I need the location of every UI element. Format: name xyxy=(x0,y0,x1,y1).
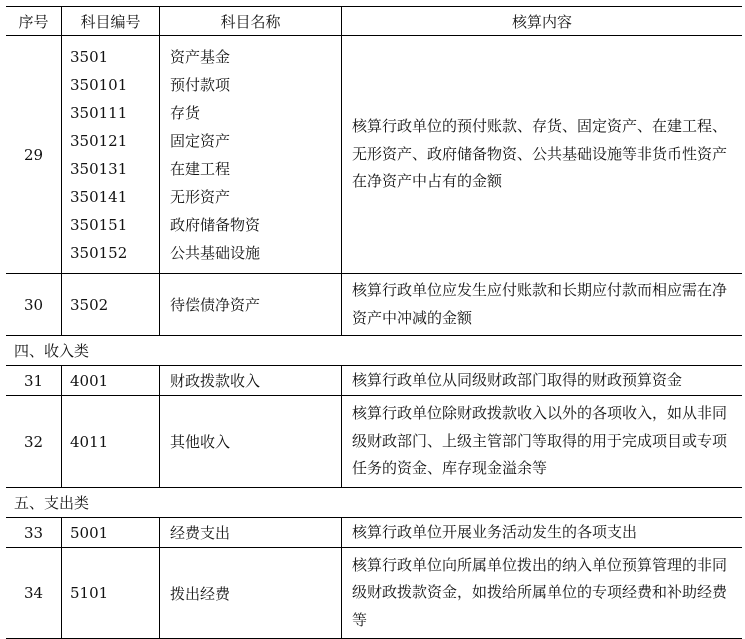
table-row xyxy=(6,396,742,488)
row-no: 29 xyxy=(6,36,62,274)
account-name: 固定资产 xyxy=(170,131,231,150)
table-row xyxy=(6,548,742,639)
account-name: 公共基础设施 xyxy=(170,243,261,262)
account-code: 350131 xyxy=(70,159,128,178)
account-name: 在建工程 xyxy=(170,159,231,178)
account-code: 350101 xyxy=(70,75,128,94)
account-name: 预付款项 xyxy=(170,75,231,94)
account-code: 4011 xyxy=(62,396,160,488)
account-name: 经费支出 xyxy=(160,518,342,548)
row-no: 34 xyxy=(6,548,62,639)
table-row xyxy=(6,518,742,548)
account-name: 其他收入 xyxy=(160,396,342,488)
account-description: 核算行政单位应发生应付账款和长期应付款而相应需在净资产中冲减的金额 xyxy=(342,274,743,336)
header-name: 科目名称 xyxy=(160,7,342,36)
account-name: 待偿债净资产 xyxy=(160,274,342,336)
account-name: 拨出经费 xyxy=(160,548,342,639)
table-header-row xyxy=(6,7,742,36)
account-name: 资产基金 xyxy=(170,47,231,66)
code-list xyxy=(62,36,160,274)
row-no: 31 xyxy=(6,366,62,396)
section-row xyxy=(6,336,742,366)
account-name: 无形资产 xyxy=(170,187,231,206)
accounts-table xyxy=(6,6,742,639)
row-no: 32 xyxy=(6,396,62,488)
account-description: 核算行政单位从同级财政部门取得的财政预算资金 xyxy=(342,366,743,396)
header-desc: 核算内容 xyxy=(342,7,743,36)
name-list xyxy=(160,36,342,274)
account-code: 350152 xyxy=(70,243,128,262)
account-code: 3502 xyxy=(62,274,160,336)
section-title: 四、收入类 xyxy=(6,336,742,366)
table-row xyxy=(6,36,742,274)
account-code: 4001 xyxy=(62,366,160,396)
section-title: 五、支出类 xyxy=(6,488,742,518)
account-code: 350151 xyxy=(70,215,128,234)
account-code: 350111 xyxy=(70,103,128,122)
table-row xyxy=(6,274,742,336)
account-code: 5101 xyxy=(62,548,160,639)
row-no: 33 xyxy=(6,518,62,548)
account-code: 3501 xyxy=(70,47,109,66)
account-name: 存货 xyxy=(170,103,201,122)
account-code: 5001 xyxy=(62,518,160,548)
header-code: 科目编号 xyxy=(62,7,160,36)
account-description: 核算行政单位开展业务活动发生的各项支出 xyxy=(342,518,743,548)
account-description: 核算行政单位的预付账款、存货、固定资产、在建工程、无形资产、政府储备物资、公共基础设施等非货币性资产在净资产中占有的金额 xyxy=(342,36,743,274)
table-row xyxy=(6,366,742,396)
account-description: 核算行政单位向所属单位拨出的纳入单位预算管理的非同级财政拨款资金，如拨给所属单位的专项经费和补助经费等 xyxy=(342,548,743,639)
account-name: 财政拨款收入 xyxy=(160,366,342,396)
account-name: 政府储备物资 xyxy=(170,215,261,234)
account-code: 350141 xyxy=(70,187,128,206)
row-no: 30 xyxy=(6,274,62,336)
header-no: 序号 xyxy=(6,7,62,36)
section-row xyxy=(6,488,742,518)
account-code: 350121 xyxy=(70,131,128,150)
account-description: 核算行政单位除财政拨款收入以外的各项收入，如从非同级财政部门、上级主管部门等取得的用于完成项目或专项任务的资金、库存现金溢余等 xyxy=(342,396,743,488)
